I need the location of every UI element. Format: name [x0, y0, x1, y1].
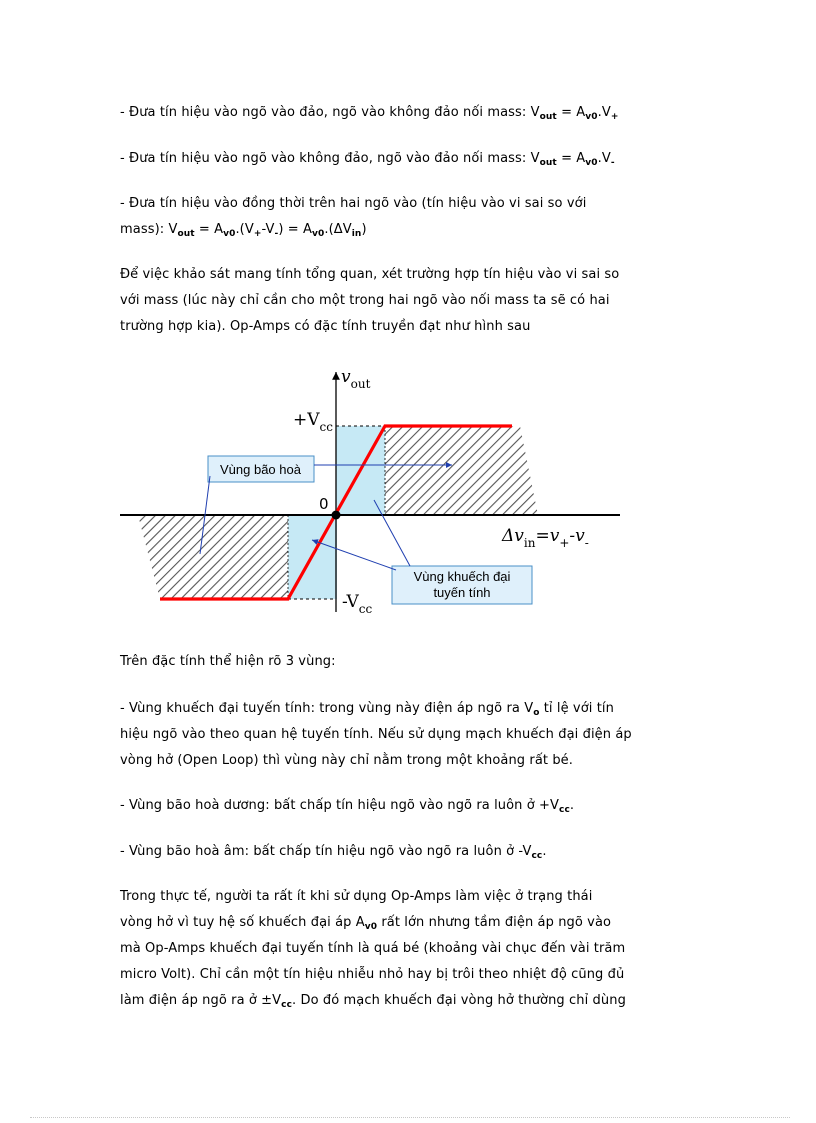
- text-line: [120, 910, 700, 936]
- text-line: [120, 793, 700, 819]
- text-run: - Vùng bão hoà âm: bất chấp tín hiệu ngõ vào ngõ ra luôn ở -V: [120, 844, 532, 859]
- transfer-characteristic-figure: [120, 362, 700, 622]
- text-run: ) = A: [278, 222, 313, 237]
- paragraph-three-regions: [120, 649, 700, 675]
- saturation-box-label: Vùng bão hoà: [220, 462, 301, 477]
- text-line: [120, 936, 700, 962]
- subscript: v0: [223, 229, 236, 239]
- text-run: -V: [261, 222, 275, 237]
- paragraph-noninverting-input: [120, 146, 700, 172]
- text-run: Trong thực tế, người ta rất ít khi sử dụng Op-Amps làm việc ở trạng thái: [120, 889, 593, 904]
- text-line: [120, 314, 700, 340]
- text-run: - Đưa tín hiệu vào ngõ vào không đảo, ngõ vào đảo nối mass: V: [120, 151, 540, 166]
- text-run: = A: [194, 222, 224, 237]
- subscript: -: [610, 158, 615, 168]
- text-run: - Đưa tín hiệu vào ngõ vào đảo, ngõ vào không đảo nối mass: V: [120, 105, 540, 120]
- text-run: - Vùng bão hoà dương: bất chấp tín hiệu ngõ vào ngõ ra luôn ở +V: [120, 798, 560, 813]
- text-line: [120, 146, 700, 172]
- text-run: micro Volt). Chỉ cần một tín hiệu nhiễu nhỏ hay bị trôi theo nhiệt độ cũng đủ: [120, 967, 625, 982]
- text-line: [120, 748, 700, 774]
- paragraph-overview: [120, 262, 700, 340]
- subscript: v0: [585, 158, 598, 168]
- text-line: [120, 262, 700, 288]
- text-line: [120, 839, 700, 865]
- text-run: hiệu ngõ vào theo quan hệ tuyến tính. Nếu sử dụng mạch khuếch đại điện áp: [120, 727, 632, 742]
- text-run: Trên đặc tính thể hiện rõ 3 vùng:: [120, 654, 336, 669]
- page-bottom-divider: [30, 1117, 790, 1118]
- paragraph-inverting-input: [120, 100, 700, 126]
- text-run: mà Op-Amps khuếch đại tuyến tính là quá bé (khoảng vài chục đến vài trăm: [120, 941, 626, 956]
- neg-level-label: $-V_{cc}$: [342, 592, 373, 616]
- text-run: - Đưa tín hiệu vào đồng thời trên hai ngõ vào (tín hiệu vào vi sai so với: [120, 196, 587, 211]
- negative-saturation-region: [138, 515, 288, 599]
- text-run: = A: [556, 105, 586, 120]
- text-run: .V: [597, 151, 611, 166]
- linear-box-line1: Vùng khuếch đại: [413, 569, 511, 584]
- subscript: in: [351, 229, 362, 239]
- text-line: [120, 100, 700, 126]
- subscript: -: [274, 229, 279, 239]
- subscript: cc: [559, 805, 570, 815]
- subscript: out: [539, 158, 557, 168]
- text-run: với mass (lúc này chỉ cần cho một trong hai ngõ vào nối mass ta sẽ có hai: [120, 293, 610, 308]
- paragraph-positive-saturation: [120, 793, 700, 819]
- x-axis-label: $\Delta v_{in}=v_+-v_-$: [502, 526, 589, 550]
- positive-saturation-region: [385, 426, 538, 515]
- text-line: [120, 649, 700, 675]
- text-line: [120, 191, 700, 217]
- text-run: Để việc khảo sát mang tính tổng quan, xét trường hợp tín hiệu vào vi sai so: [120, 267, 620, 282]
- text-run: rất lớn nhưng tầm điện áp ngõ vào: [377, 915, 612, 930]
- text-run: .(ΔV: [324, 222, 352, 237]
- text-run: .(V: [235, 222, 254, 237]
- origin-label: 0: [319, 495, 329, 513]
- text-run: trường hợp kia). Op-Amps có đặc tính truyền đạt như hình sau: [120, 319, 531, 334]
- subscript: cc: [281, 1000, 293, 1010]
- y-axis-label: $v_{out}$: [341, 367, 371, 391]
- paragraph-differential-input: [120, 191, 700, 243]
- linear-box-line2: tuyến tính: [433, 585, 491, 600]
- text-line: [120, 696, 700, 722]
- text-run: vòng hở (Open Loop) thì vùng này chỉ nằm trong một khoảng rất bé.: [120, 753, 574, 768]
- text-line: [120, 722, 700, 748]
- subscript: o: [533, 708, 540, 718]
- text-run: = A: [556, 151, 586, 166]
- text-line: [120, 217, 700, 243]
- pos-level-label: $+V_{cc}$: [293, 410, 333, 434]
- text-line: [120, 988, 700, 1014]
- text-line: [120, 288, 700, 314]
- text-run: .V: [597, 105, 611, 120]
- subscript: v0: [312, 229, 325, 239]
- subscript: out: [539, 112, 557, 122]
- text-run: ): [361, 222, 367, 237]
- paragraph-linear-region: [120, 696, 700, 774]
- text-line: [120, 962, 700, 988]
- text-run: - Vùng khuếch đại tuyến tính: trong vùng này điện áp ngõ ra V: [120, 701, 534, 716]
- subscript: +: [253, 229, 262, 239]
- paragraph-practical-note: [120, 884, 700, 1014]
- text-line: [120, 884, 700, 910]
- subscript: v0: [364, 922, 378, 932]
- text-run: làm điện áp ngõ ra ở ±V: [120, 993, 282, 1008]
- subscript: cc: [531, 851, 543, 861]
- paragraph-negative-saturation: [120, 839, 700, 865]
- subscript: out: [177, 229, 195, 239]
- text-run: .: [542, 844, 547, 859]
- text-run: .: [569, 798, 575, 813]
- text-run: tỉ lệ với tín: [539, 701, 614, 716]
- origin-point: [332, 511, 341, 520]
- subscript: +: [610, 112, 619, 122]
- text-run: . Do đó mạch khuếch đại vòng hở thường chỉ dùng: [292, 993, 626, 1008]
- text-run: vòng hở vì tuy hệ số khuếch đại áp A: [120, 915, 365, 930]
- text-run: mass): V: [120, 222, 178, 237]
- subscript: v0: [585, 112, 598, 122]
